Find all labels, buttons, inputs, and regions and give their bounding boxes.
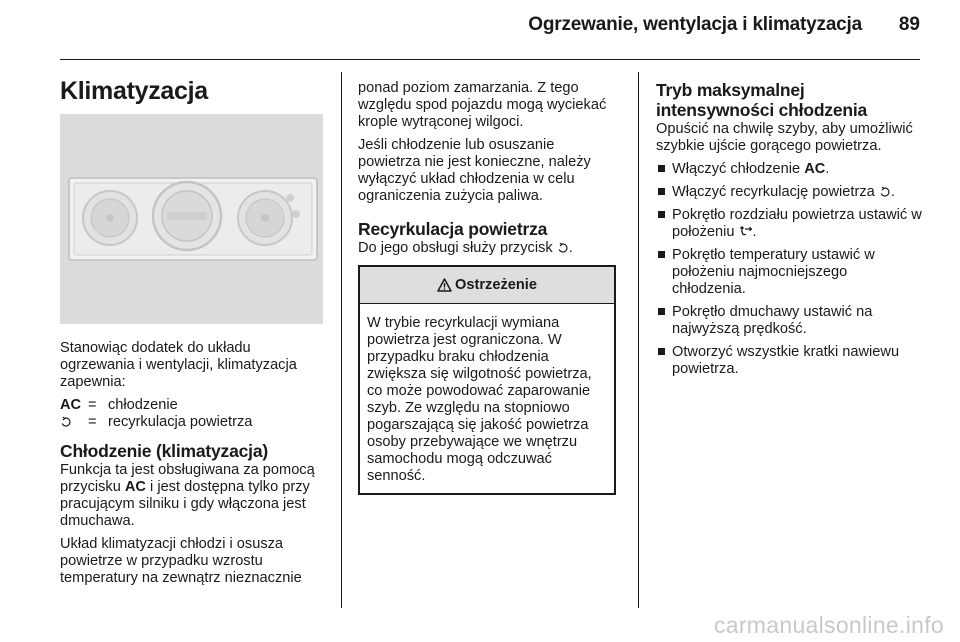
list-item: Włączyć recyrkulację powietrza . bbox=[656, 184, 922, 201]
list-item: Pokrętło temperatury ustawić w położeniu najmocniejszego chłodzenia. bbox=[656, 247, 922, 298]
subheading-recyrkulacja: Recyrkulacja powietrza bbox=[358, 219, 548, 239]
legend-key-recirculation bbox=[60, 414, 88, 431]
intro-paragraph: Stanowiąc dodatek do układu ogrzewania i wentylacji, klimatyzacja zapewnia: bbox=[60, 340, 297, 390]
list-item: Otworzyć wszystkie kratki nawiewu powietrza. bbox=[656, 344, 922, 378]
max-cooling-steps bbox=[656, 161, 922, 378]
column-separator-1 bbox=[341, 72, 342, 608]
face-vent-air-distribution-icon bbox=[739, 225, 753, 238]
legend-text-recyrkulacja: recyrkulacja powietrza bbox=[108, 414, 253, 430]
list-item: Włączyć chłodzenie AC. bbox=[656, 161, 922, 178]
paragraph-fuel-saving: Jeśli chłodzenie lub osuszanie powietrza nie jest konieczne, należy wyłączyć układ chłodzenia w celu ograniczenia zużycia paliwa. bbox=[358, 137, 591, 204]
subheading-chlodzenie: Chłodzenie (klimatyzacja) bbox=[60, 441, 268, 461]
column-separator-2 bbox=[638, 72, 639, 608]
legend-row-recirculation bbox=[60, 414, 328, 431]
recirculation-icon bbox=[60, 416, 72, 428]
paragraph-ac-cooling: Układ klimatyzacji chłodzi i osusza powietrze w przypadku wzrostu temperatury na zewnątrz nieznacznie bbox=[60, 536, 302, 586]
warning-body: W trybie recyrkulacji wymiana powietrza jest ograniczona. W przypadku braku chłodzenia zwiększa się wilgotność powietrza, co może powodować zaparowanie szyb. Ze względu na stopniowo pogarszającą się jakość powietrza osoby przebywające we wnętrzu samochodu mogą odczuwać senność. bbox=[367, 315, 592, 484]
page-number: 89 bbox=[898, 14, 920, 35]
list-item: Pokrętło rozdziału powietrza ustawić w położeniu . bbox=[656, 207, 922, 241]
list-item: Pokrętło dmuchawy ustawić na najwyższą prędkość. bbox=[656, 304, 922, 338]
subheading-max-cooling: Tryb maksymalnej intensywności chłodzenia bbox=[656, 80, 868, 120]
paragraph-recirculation-button: Do jego obsługi służy przycisk . bbox=[358, 240, 573, 256]
legend bbox=[60, 397, 328, 431]
warning-header bbox=[360, 267, 614, 304]
recirculation-icon bbox=[557, 242, 569, 254]
legend-row-ac bbox=[60, 397, 328, 414]
air-distribution-knob bbox=[153, 182, 221, 250]
paragraph-open-windows: Opuścić na chwilę szyby, aby umożliwić szybkie ujście gorącego powietrza. bbox=[656, 121, 913, 154]
section-heading-klimatyzacja: Klimatyzacja bbox=[60, 77, 208, 105]
column-3 bbox=[656, 80, 922, 384]
watermark-text: carmanualsonline.info bbox=[713, 612, 944, 638]
legend-text-chlodzenie: chłodzenie bbox=[108, 397, 178, 413]
paragraph-ac-function: Funkcja ta jest obsługiwana za pomocą przycisku AC i jest dostępna tylko przy pracującym silniku i gdy włączona jest dmuchawa. bbox=[60, 462, 315, 529]
column-2 bbox=[358, 80, 620, 495]
legend-equals: = bbox=[88, 397, 97, 413]
fan-speed-knob bbox=[83, 191, 137, 245]
legend-key-ac: AC bbox=[60, 397, 82, 413]
legend-equals: = bbox=[88, 414, 97, 430]
climate-control-panel-image bbox=[60, 114, 323, 324]
column-1 bbox=[60, 76, 328, 593]
warning-triangle-icon bbox=[437, 278, 452, 292]
warning-box bbox=[358, 265, 616, 495]
page-header-title: Ogrzewanie, wentylacja i klimatyzacja bbox=[528, 14, 862, 35]
warning-title: Ostrzeżenie bbox=[455, 276, 537, 293]
control-panel-illustration bbox=[60, 114, 323, 324]
paragraph-condensation: ponad poziom zamarzania. Z tego względu spod pojazdu mogą wyciekać krople wytrąconej wilgoci. bbox=[358, 80, 607, 130]
header-rule bbox=[60, 59, 920, 60]
recirculation-icon bbox=[879, 186, 891, 198]
